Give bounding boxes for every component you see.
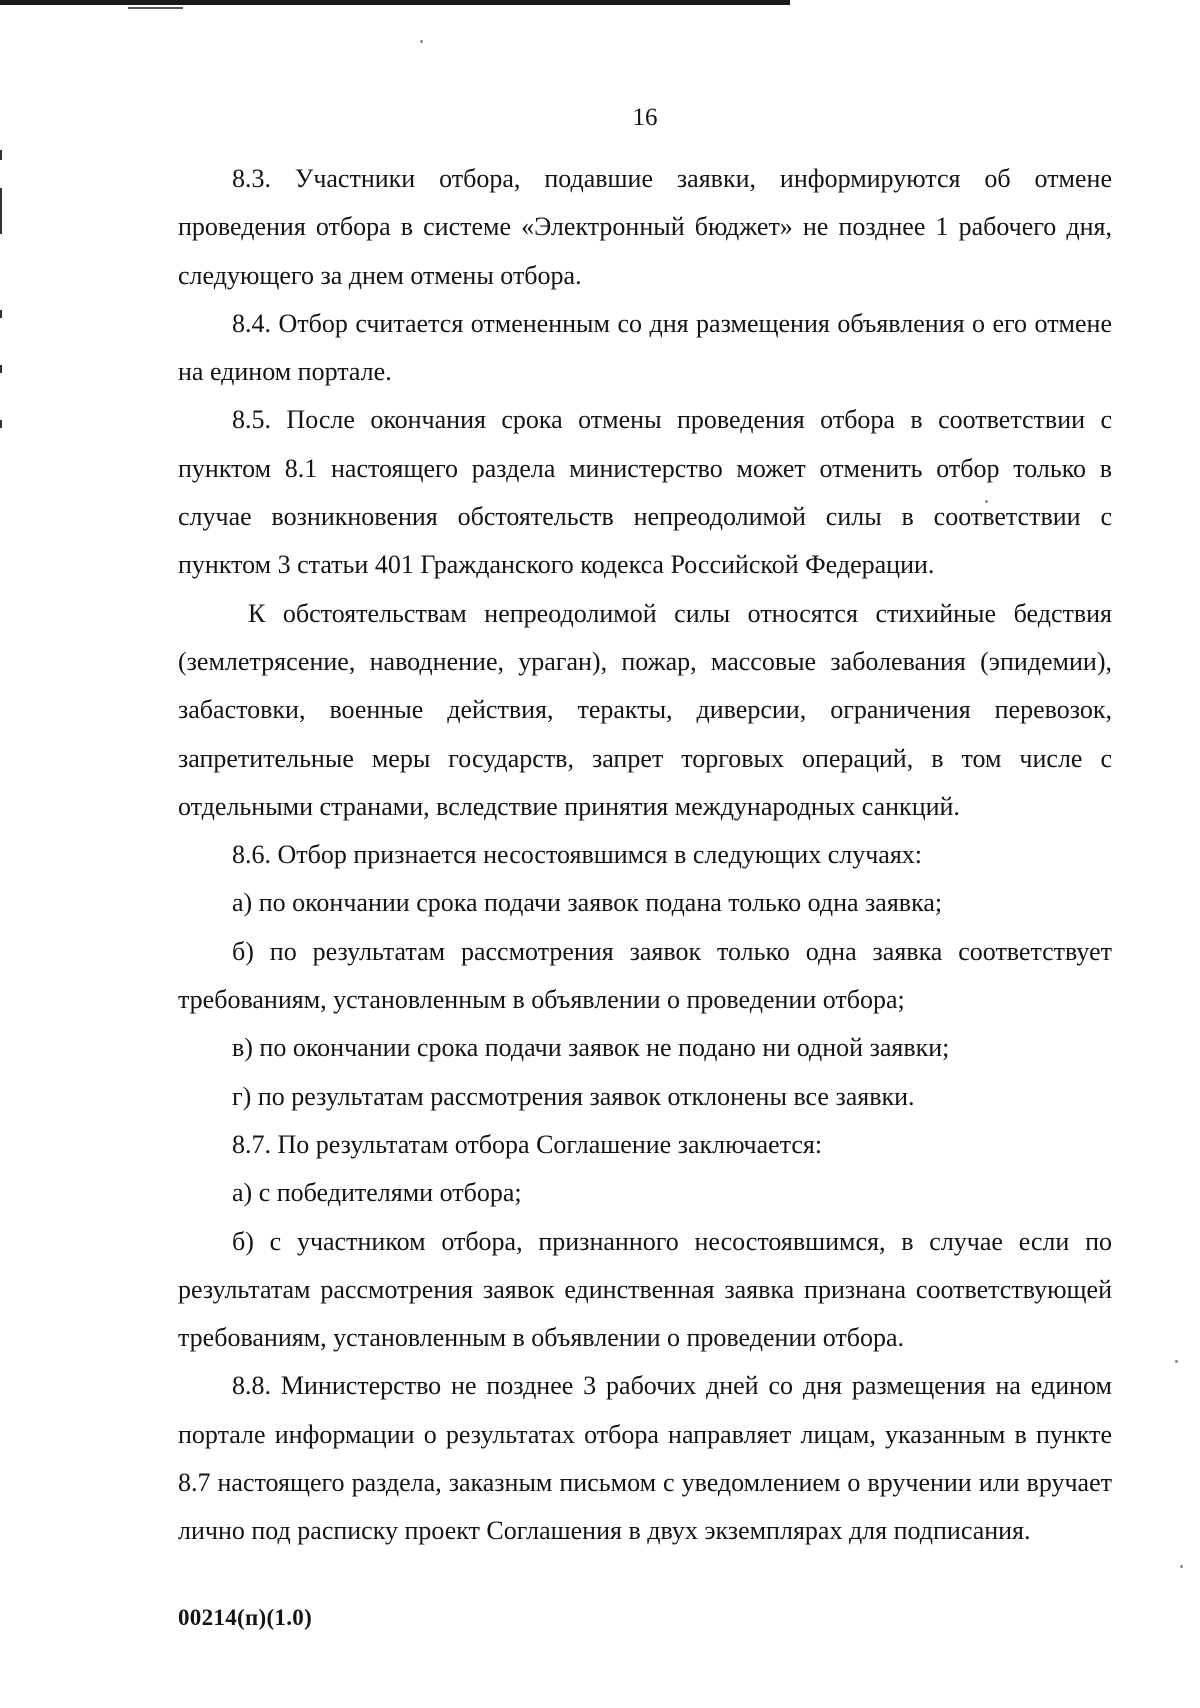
scan-top-border-mark <box>128 7 183 9</box>
list-item: в) по окончании срока подачи заявок не подано ни одной заявки; <box>232 1033 950 1063</box>
paragraph: 8.4. Отбор считается отмененным со дня размещения объявления о его отмене на едином портале. <box>178 308 1112 387</box>
document-body <box>178 155 1112 1556</box>
paragraph: К обстоятельствам непреодолимой силы относятся стихийные бедствия (землетрясение, наводнение, ураган), пожар, массовые заболевания (эпидемии), забастовки, военные действия, теракты, диверсии, ограничения перевозок, запретительные меры государств, запрет торговых операций, в том числе с отдельными странами, вследствие принятия международных санкций. <box>178 598 1112 821</box>
paragraph: 8.7. По результатам отбора Соглашение заключается: <box>232 1129 823 1159</box>
scan-speck <box>1180 1565 1183 1568</box>
paragraph: 8.8. Министерство не позднее 3 рабочих дней со дня размещения на едином портале информации о результатах отбора направляет лицам, указанным в пункте 8.7 настоящего раздела, заказным письмом с уведомлением о вручении или вручает лично под расписку проект Соглашения в двух экземплярах для подписания. <box>178 1371 1112 1546</box>
binding-mark <box>0 420 2 428</box>
list-item: а) с победителями отбора; <box>232 1178 522 1208</box>
binding-mark <box>0 365 2 373</box>
page-number: 16 <box>632 104 658 131</box>
binding-mark <box>0 310 2 318</box>
list-item: б) по результатам рассмотрения заявок только одна заявка соответствует требованиям, установленным в объявлении о проведении отбора; <box>178 936 1112 1015</box>
paragraph: 8.3. Участники отбора, подавшие заявки, информируются об отмене проведения отбора в системе «Электронный бюджет» не позднее 1 рабочего дня, следующего за днем отмены отбора. <box>178 164 1112 290</box>
scan-top-border <box>0 0 790 5</box>
document-code: 00214(п)(1.0) <box>178 1605 313 1630</box>
list-item: г) по результатам рассмотрения заявок отклонены все заявки. <box>232 1081 915 1111</box>
scan-speck <box>1175 1360 1178 1363</box>
binding-mark <box>0 188 2 234</box>
paragraph: 8.5. После окончания срока отмены проведения отбора в соответствии с пунктом 8.1 настоящего раздела министерство может отменить отбор только в случае возникновения обстоятельств непреодолимой силы в соответствии с пунктом 3 статьи 401 Гражданского кодекса Российской Федерации. <box>178 405 1112 580</box>
list-item: б) с участником отбора, признанного несостоявшимся, в случае если по результатам рассмотрения заявок единственная заявка признана соответствующей требованиям, установленным в объявлении о проведении отбора. <box>178 1226 1112 1353</box>
list-item: а) по окончании срока подачи заявок подана только одна заявка; <box>232 888 943 918</box>
scan-speck <box>420 40 423 43</box>
binding-mark <box>0 150 2 160</box>
paragraph: 8.6. Отбор признается несостоявшимся в следующих случаях: <box>232 840 923 870</box>
